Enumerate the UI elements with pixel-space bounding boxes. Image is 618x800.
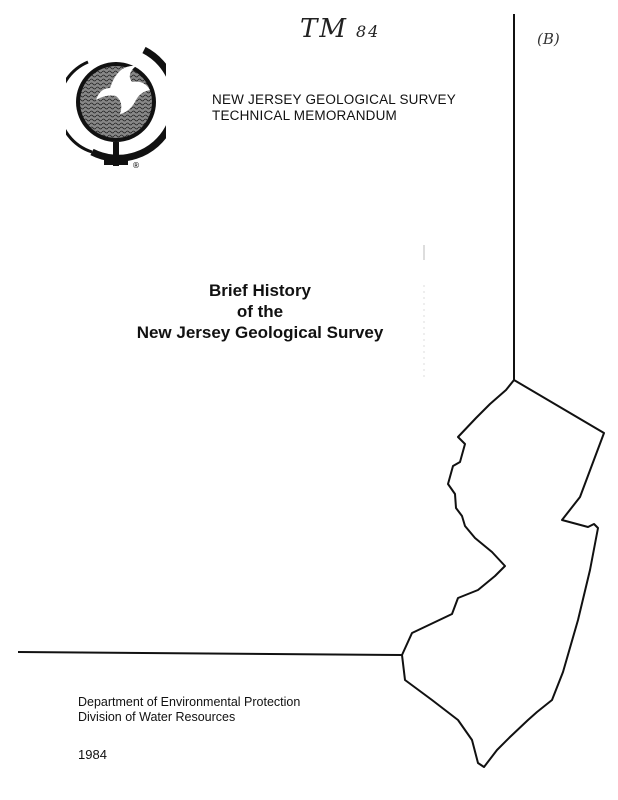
title-line-2: of the — [236, 302, 284, 321]
handwritten-note: (B) — [537, 30, 560, 48]
publication-year: 1984 — [78, 747, 107, 762]
document-title — [120, 280, 400, 343]
header-block — [212, 92, 456, 124]
title-line-3: New Jersey Geological Survey — [136, 323, 384, 342]
agency-name: NEW JERSEY GEOLOGICAL SURVEY — [212, 92, 456, 107]
handwritten-code-letters: TM — [300, 14, 348, 44]
department-block — [78, 695, 300, 725]
series-name: TECHNICAL MEMORANDUM — [212, 108, 398, 123]
division-name: Division of Water Resources — [78, 710, 236, 724]
handwritten-code-number: 84 — [355, 22, 381, 41]
registered-mark: ® — [132, 161, 140, 170]
state-outline — [402, 380, 604, 767]
horizontal-rule — [18, 652, 402, 655]
department-name: Department of Environmental Protection — [78, 695, 301, 709]
handwritten-catalog-code — [300, 14, 380, 44]
nj-dep-seal-logo — [66, 42, 166, 182]
title-line-1: Brief History — [208, 281, 312, 300]
